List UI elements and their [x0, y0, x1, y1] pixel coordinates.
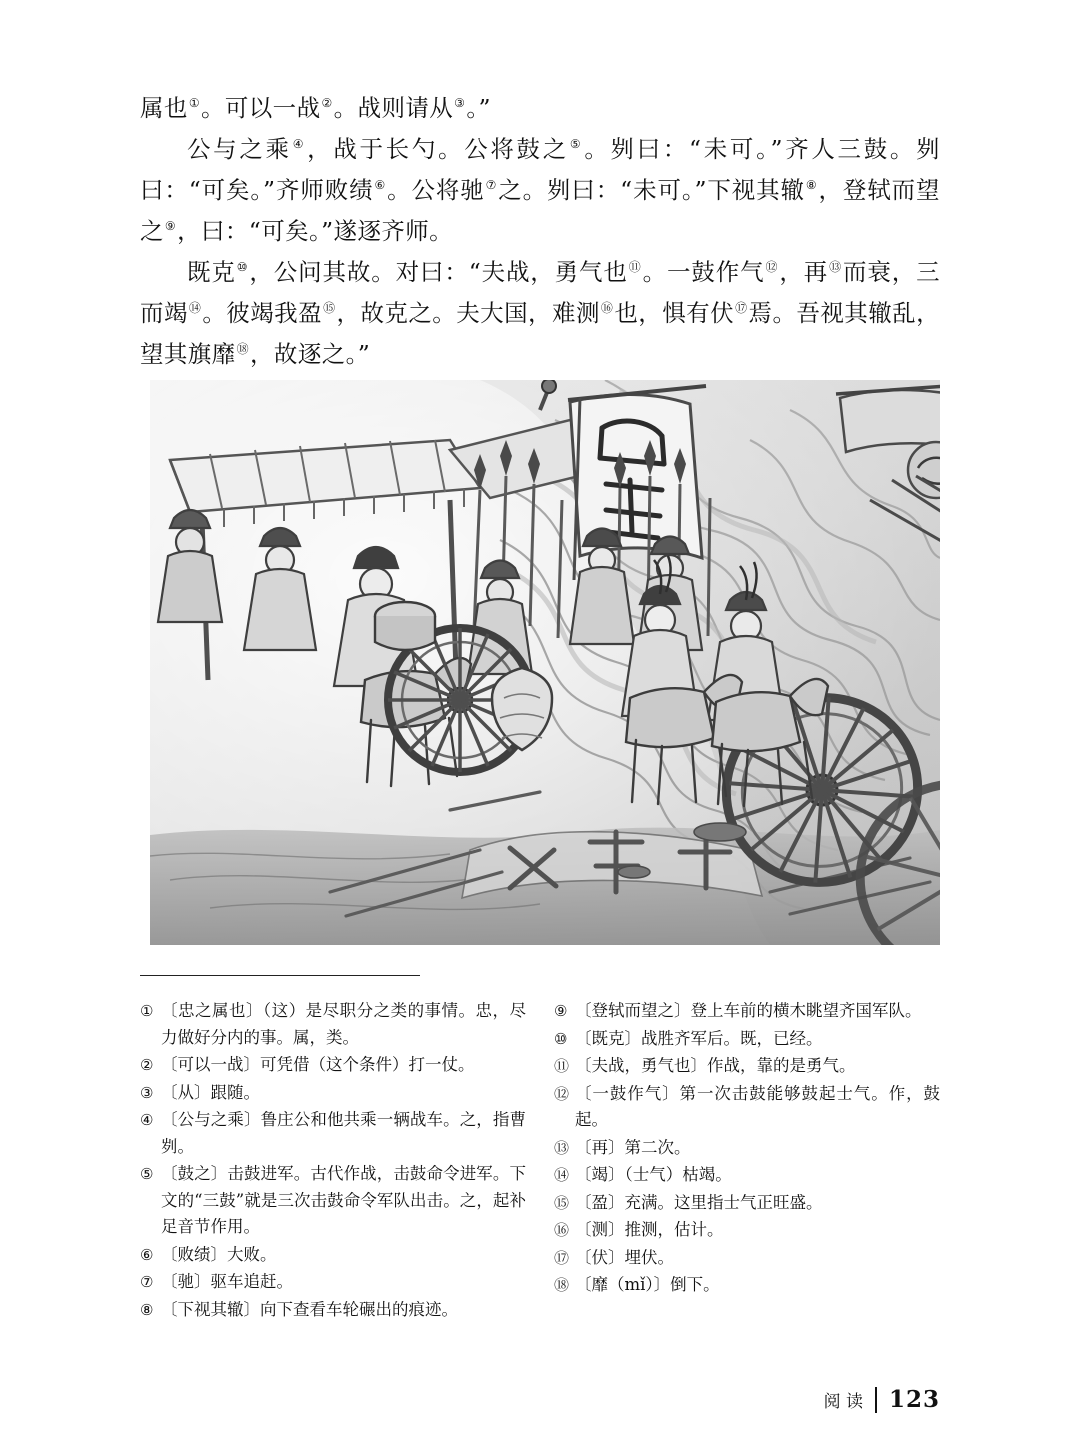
footnote-number: ③ — [140, 1083, 154, 1102]
note-marker: ⑪ — [628, 260, 642, 275]
text-run: 而衰，三而竭 — [140, 258, 941, 327]
footnote-item — [140, 1107, 526, 1160]
footnote-number: ⑰ — [554, 1248, 570, 1267]
footnote-text: 〔竭〕（士气）枯竭。 — [575, 1165, 732, 1184]
footnote-text: 〔测〕推测，估计。 — [575, 1220, 724, 1239]
footnote-text: 〔夫战，勇气也〕作战，靠的是勇气。 — [575, 1056, 856, 1075]
footnote-item — [554, 1190, 940, 1217]
text-run: ，登轼而望之 — [140, 176, 940, 245]
footnote-item — [140, 1080, 526, 1107]
footnote-number: ⑤ — [140, 1165, 154, 1183]
note-marker: ⑭ — [188, 301, 202, 316]
paragraph-2 — [140, 129, 940, 252]
text-run: 属也 — [140, 94, 188, 122]
footnote-number: ⑨ — [554, 1002, 568, 1020]
footnote-number: ⑥ — [140, 1245, 154, 1264]
battle-illustration — [150, 380, 940, 945]
note-marker: ⑯ — [600, 301, 614, 316]
footnote-number: ⑭ — [554, 1166, 570, 1184]
footnote-item — [554, 1272, 940, 1299]
footnote-text: 〔一鼓作气〕第一次击鼓能够鼓起士气。作，鼓起。 — [575, 1083, 940, 1129]
footnote-item — [140, 1242, 526, 1269]
note-marker: ⑦ — [485, 178, 498, 193]
footnote-item — [554, 1245, 940, 1272]
footnote-item — [140, 1052, 526, 1079]
footnote-item — [140, 1269, 526, 1296]
text-run: ，故克之。夫大国，难测 — [336, 299, 600, 327]
note-marker: ⑨ — [164, 219, 177, 234]
page-number: 123 — [888, 1386, 940, 1413]
footnote-text: 〔再〕第二次。 — [575, 1137, 691, 1157]
footnote-text: 〔驰〕驱车追赶。 — [161, 1272, 293, 1291]
paragraph-3 — [140, 252, 940, 375]
note-marker: ④ — [292, 137, 307, 152]
footnote-text: 〔败绩〕大败。 — [161, 1244, 277, 1264]
note-marker: ③ — [454, 96, 466, 111]
note-marker: ⑤ — [569, 137, 584, 152]
footnote-text: 〔伏〕埋伏。 — [575, 1247, 674, 1267]
footnote-item — [554, 1217, 940, 1244]
footnote-text: 〔靡（mǐ）〕倒下。 — [575, 1275, 720, 1294]
page-footer — [824, 1386, 940, 1413]
body-text-block — [140, 88, 940, 375]
footnote-number: ⑩ — [554, 1029, 568, 1048]
footnote-text: 〔可以一战〕可凭借（这个条件）打一仗。 — [161, 1055, 475, 1074]
paragraph-1 — [140, 88, 940, 129]
footnote-number: ⑬ — [554, 1138, 570, 1157]
note-marker: ⑫ — [765, 260, 779, 275]
footnote-number: ② — [140, 1056, 154, 1074]
footnote-text: 〔登轼而望之〕登上车前的横木眺望齐国军队。 — [575, 1001, 922, 1020]
note-marker: ⑩ — [236, 260, 249, 275]
footnote-item — [554, 1081, 940, 1134]
footnote-text: 〔既克〕战胜齐军后。既，已经。 — [575, 1028, 823, 1048]
text-run: 。彼竭我盈 — [202, 299, 323, 327]
note-marker: ⑬ — [829, 260, 842, 275]
footnote-text: 〔公与之乘〕鲁庄公和他共乘一辆战车。之，指曹刿。 — [161, 1110, 526, 1156]
text-run: 公与之乘 — [187, 135, 292, 163]
footnotes-right-column — [554, 998, 940, 1324]
note-marker: ⑱ — [236, 342, 250, 357]
note-marker: ⑮ — [323, 301, 336, 316]
illustration-artwork — [150, 380, 940, 945]
text-run: ，曰：“可矣。”遂逐齐师。 — [177, 217, 454, 245]
footnote-item — [554, 1026, 940, 1053]
footnote-item — [554, 998, 940, 1025]
footer-separator — [875, 1387, 877, 1413]
footnote-item — [554, 1135, 940, 1162]
footnote-item — [554, 1053, 940, 1080]
text-run: ，再 — [779, 258, 829, 286]
footnote-number: ⑯ — [554, 1221, 570, 1239]
footer-section-label: 阅 读 — [823, 1392, 863, 1412]
notes-divider — [140, 975, 420, 976]
footnote-item — [140, 1161, 526, 1241]
footnote-text: 〔从〕跟随。 — [161, 1082, 260, 1102]
footnote-item — [140, 998, 526, 1051]
footnote-number: ① — [140, 1002, 154, 1020]
text-run: ，公问其故。对曰：“夫战，勇气也 — [249, 258, 628, 286]
text-run: 也，惧有伏 — [614, 299, 735, 327]
footnote-item — [140, 1297, 526, 1324]
text-run: 。可以一战 — [200, 94, 321, 122]
footnote-number: ⑪ — [554, 1057, 570, 1075]
footnote-text: 〔忠之属也〕（这）是尽职分之类的事情。忠，尽力做好分内的事。属，类。 — [161, 1001, 526, 1047]
text-run: 焉。吾视其辙乱，望其旗靡 — [140, 299, 941, 368]
text-run: 。战则请从 — [333, 94, 454, 122]
footnote-number: ⑮ — [554, 1193, 570, 1212]
footnotes-left-column — [140, 998, 526, 1324]
footnote-number: ⑧ — [140, 1300, 154, 1319]
text-run: ，战于长勺。公将鼓之 — [307, 135, 569, 163]
footnote-text: 〔盈〕充满。这里指士气正旺盛。 — [575, 1192, 823, 1212]
footnote-number: ⑱ — [554, 1276, 570, 1294]
text-run: 。刿曰：“未可。”齐人三鼓。刿曰：“可矣。”齐师败绩 — [140, 135, 940, 204]
text-run: 。公将驰 — [387, 176, 485, 204]
note-marker: ⑧ — [805, 178, 818, 193]
note-marker: ① — [188, 96, 200, 111]
text-run: ，故逐之。” — [250, 340, 371, 368]
footnote-text: 〔鼓之〕击鼓进军。古代作战，击鼓命令进军。下文的“三鼓”就是三次击鼓命令军队出击。之，起补足音节作用。 — [161, 1164, 526, 1236]
note-marker: ⑥ — [374, 178, 387, 193]
footnote-number: ⑫ — [554, 1084, 570, 1103]
footnotes-block — [140, 998, 940, 1324]
text-run: 。” — [466, 94, 491, 122]
note-marker: ⑰ — [735, 301, 748, 316]
text-run: 既克 — [187, 258, 236, 286]
note-marker: ② — [321, 96, 333, 111]
text-run: 。一鼓作气 — [642, 258, 765, 286]
footnote-text: 〔下视其辙〕向下查看车轮碾出的痕迹。 — [161, 1299, 458, 1319]
footnote-number: ⑦ — [140, 1273, 154, 1291]
footnote-number: ④ — [140, 1111, 154, 1129]
text-run: 之。刿曰：“未可。”下视其辙 — [498, 176, 805, 204]
footnote-item — [554, 1162, 940, 1189]
